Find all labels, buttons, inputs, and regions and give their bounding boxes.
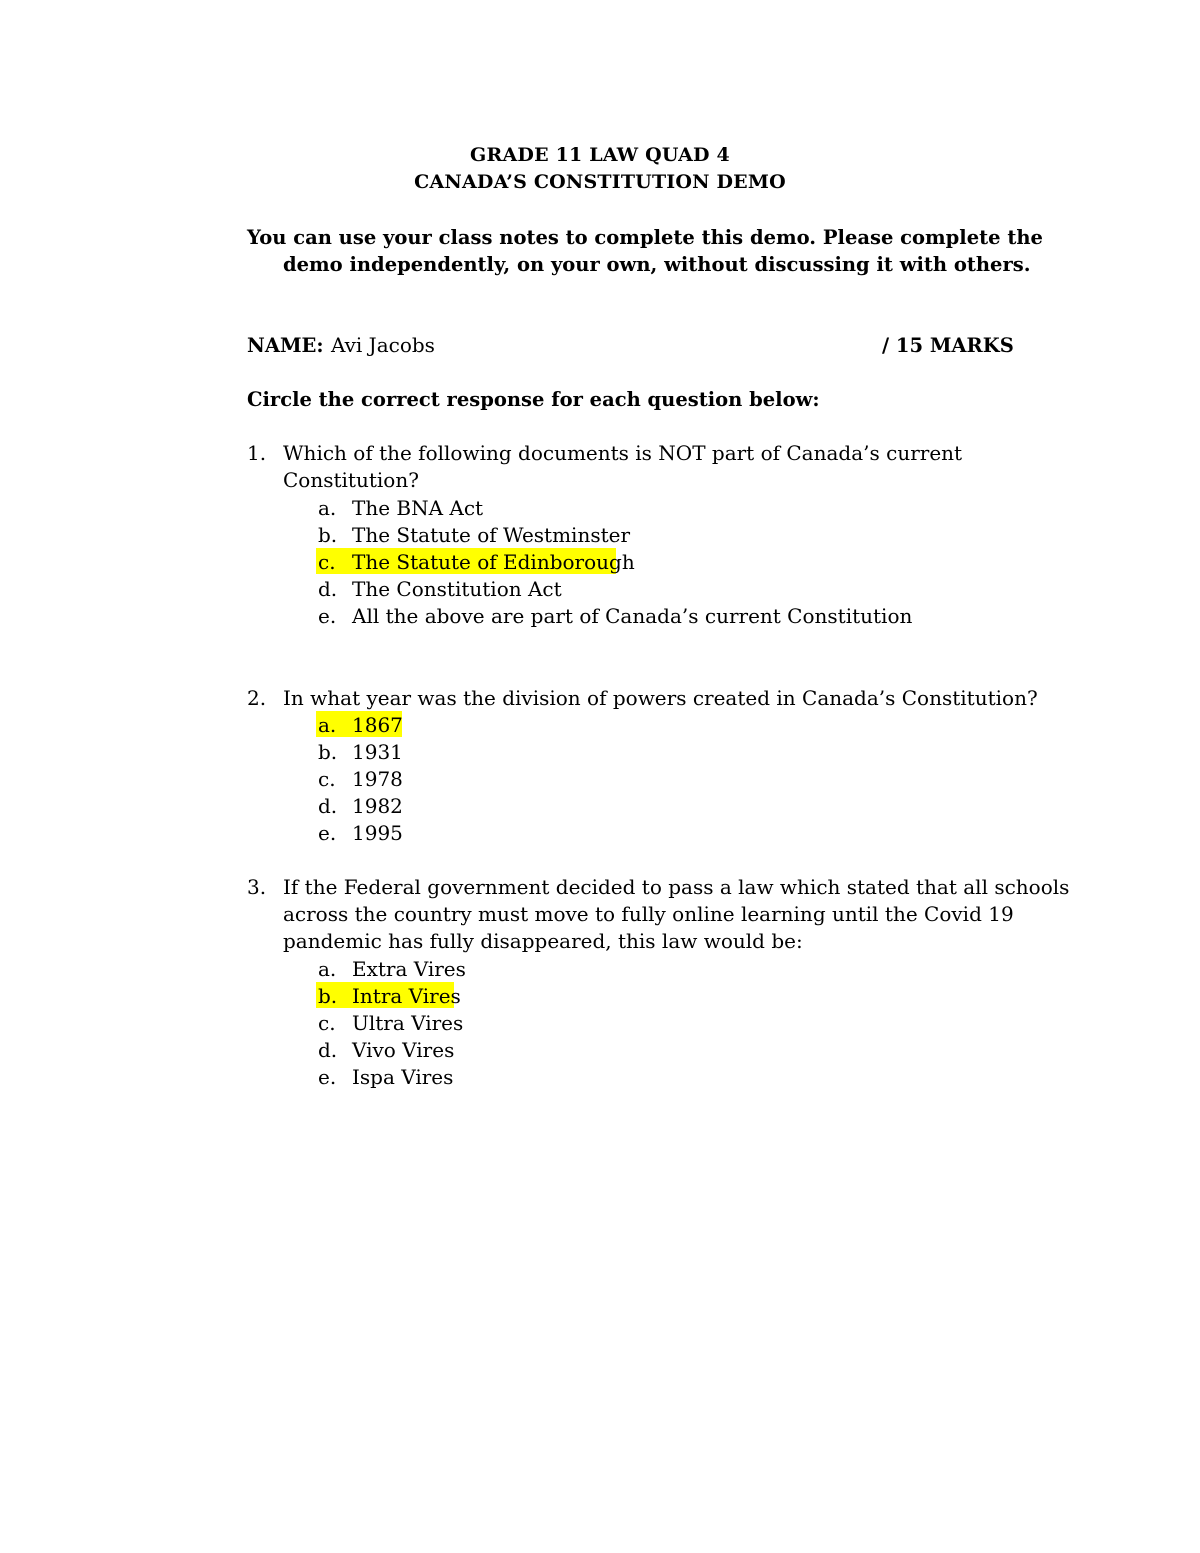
question-number: 3.: [247, 875, 267, 899]
question-text-line: If the Federal government decided to pass a law which stated that all schools: [283, 875, 1070, 899]
option-letter[interactable]: a.: [318, 957, 337, 981]
question-text-line: pandemic has fully disappeared, this law would be:: [283, 929, 803, 953]
question-text-line: In what year was the division of powers created in Canada’s Constitution?: [283, 686, 1038, 710]
option-text-selected[interactable]: The Statute of Edinborough: [352, 550, 635, 574]
option-text[interactable]: 1978: [352, 767, 403, 791]
option-text[interactable]: All the above are part of Canada’s current Constitution: [352, 604, 913, 628]
option-text[interactable]: The BNA Act: [352, 496, 484, 520]
option-letter-selected[interactable]: b.: [318, 984, 338, 1008]
option-text-selected[interactable]: Intra Vires: [352, 984, 461, 1008]
option-text[interactable]: 1982: [352, 794, 403, 818]
option-text[interactable]: The Statute of Westminster: [352, 523, 631, 547]
instructions-line-2: demo independently, on your own, without discussing it with others.: [283, 253, 1031, 276]
directions: Circle the correct response for each question below:: [247, 388, 820, 411]
option-text-selected[interactable]: 1867: [352, 713, 403, 737]
option-letter[interactable]: b.: [318, 523, 338, 547]
option-text[interactable]: The Constitution Act: [352, 577, 562, 601]
option-text[interactable]: Ultra Vires: [352, 1011, 464, 1035]
option-letter[interactable]: b.: [318, 740, 338, 764]
option-letter[interactable]: c.: [318, 767, 336, 791]
option-text[interactable]: Vivo Vires: [352, 1038, 455, 1062]
option-letter-selected[interactable]: a.: [318, 713, 337, 737]
name-label: NAME:: [247, 334, 324, 357]
option-letter[interactable]: e.: [318, 604, 337, 628]
option-text[interactable]: Extra Vires: [352, 957, 466, 981]
question-text-line: Constitution?: [283, 468, 419, 492]
title-line-1: GRADE 11 LAW QUAD 4: [470, 144, 730, 166]
marks-label: / 15 MARKS: [882, 334, 1014, 357]
option-letter[interactable]: d.: [318, 794, 338, 818]
option-letter[interactable]: c.: [318, 1011, 336, 1035]
question-text-line: across the country must move to fully online learning until the Covid 19: [283, 902, 1014, 926]
option-letter[interactable]: d.: [318, 1038, 338, 1062]
option-text[interactable]: 1931: [352, 740, 403, 764]
question-number: 1.: [247, 441, 267, 465]
option-letter[interactable]: e.: [318, 1065, 337, 1089]
option-letter[interactable]: d.: [318, 577, 338, 601]
option-letter[interactable]: a.: [318, 496, 337, 520]
question-number: 2.: [247, 686, 267, 710]
title-line-2: CANADA’S CONSTITUTION DEMO: [414, 171, 786, 193]
name-value: Avi Jacobs: [331, 333, 435, 357]
option-text[interactable]: 1995: [352, 821, 403, 845]
option-text[interactable]: Ispa Vires: [352, 1065, 454, 1089]
instructions-line-1: You can use your class notes to complete this demo. Please complete the: [247, 226, 1043, 249]
option-letter[interactable]: e.: [318, 821, 337, 845]
question-text-line: Which of the following documents is NOT part of Canada’s current: [283, 441, 963, 465]
option-letter-selected[interactable]: c.: [318, 550, 336, 574]
